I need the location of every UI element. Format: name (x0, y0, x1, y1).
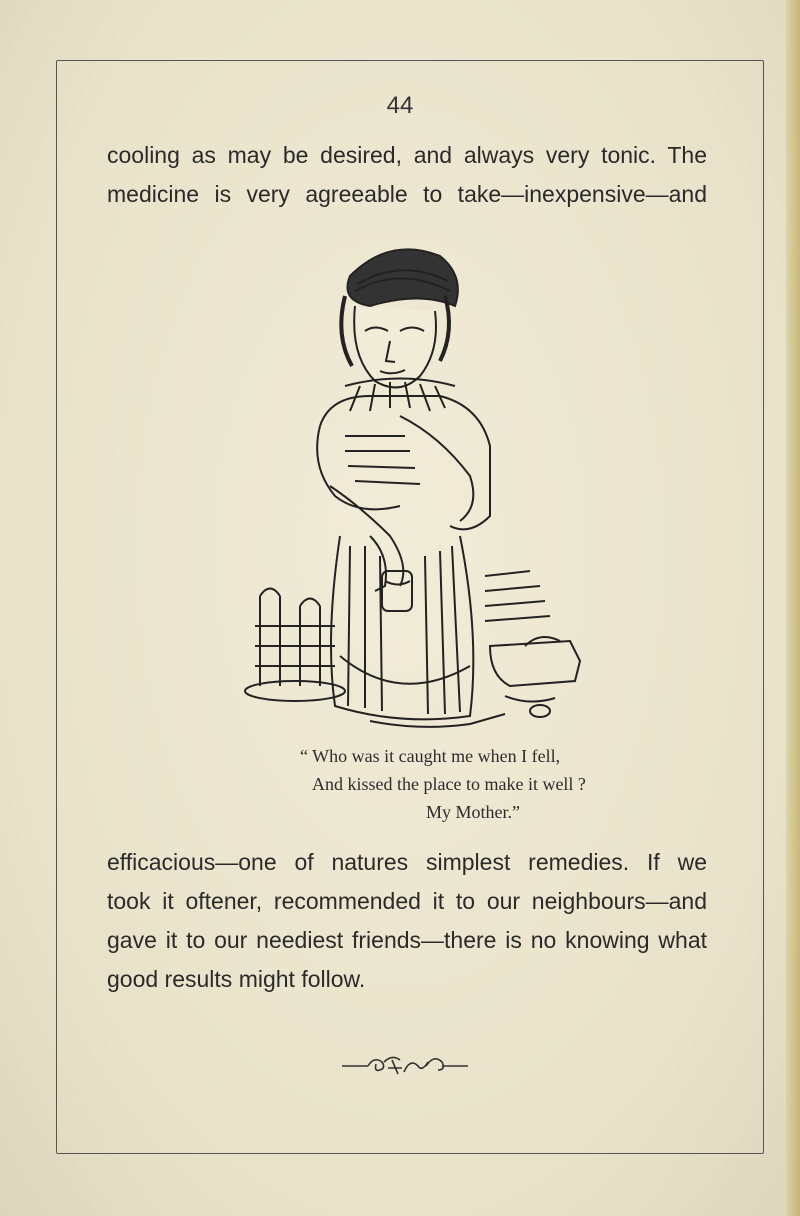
caption-line: My Mother.” (426, 802, 520, 822)
text-line: efficacious—one of natures simplest remedies. If we (107, 849, 707, 875)
text-line: good results might follow. (107, 966, 366, 992)
paragraph-top (107, 136, 707, 214)
page-edge (786, 0, 800, 1216)
ornament-icon (340, 1052, 470, 1078)
mother-and-child-illustration (240, 236, 590, 736)
text-line: cooling as may be desired, and always very tonic. The (107, 142, 707, 168)
text-line: medicine is very agreeable to take—inexpensive—and (107, 181, 707, 207)
caption-line: And kissed the place to make it well ? (312, 774, 586, 794)
page-number: 44 (386, 92, 414, 119)
text-line: took it oftener, recommended it to our neighbours—and (107, 888, 707, 914)
paragraph-bottom (107, 843, 707, 999)
caption-line: “ Who was it caught me when I fell, (300, 746, 561, 766)
text-line: gave it to our neediest friends—there is no knowing what (107, 927, 707, 953)
illustration-caption (300, 742, 620, 826)
